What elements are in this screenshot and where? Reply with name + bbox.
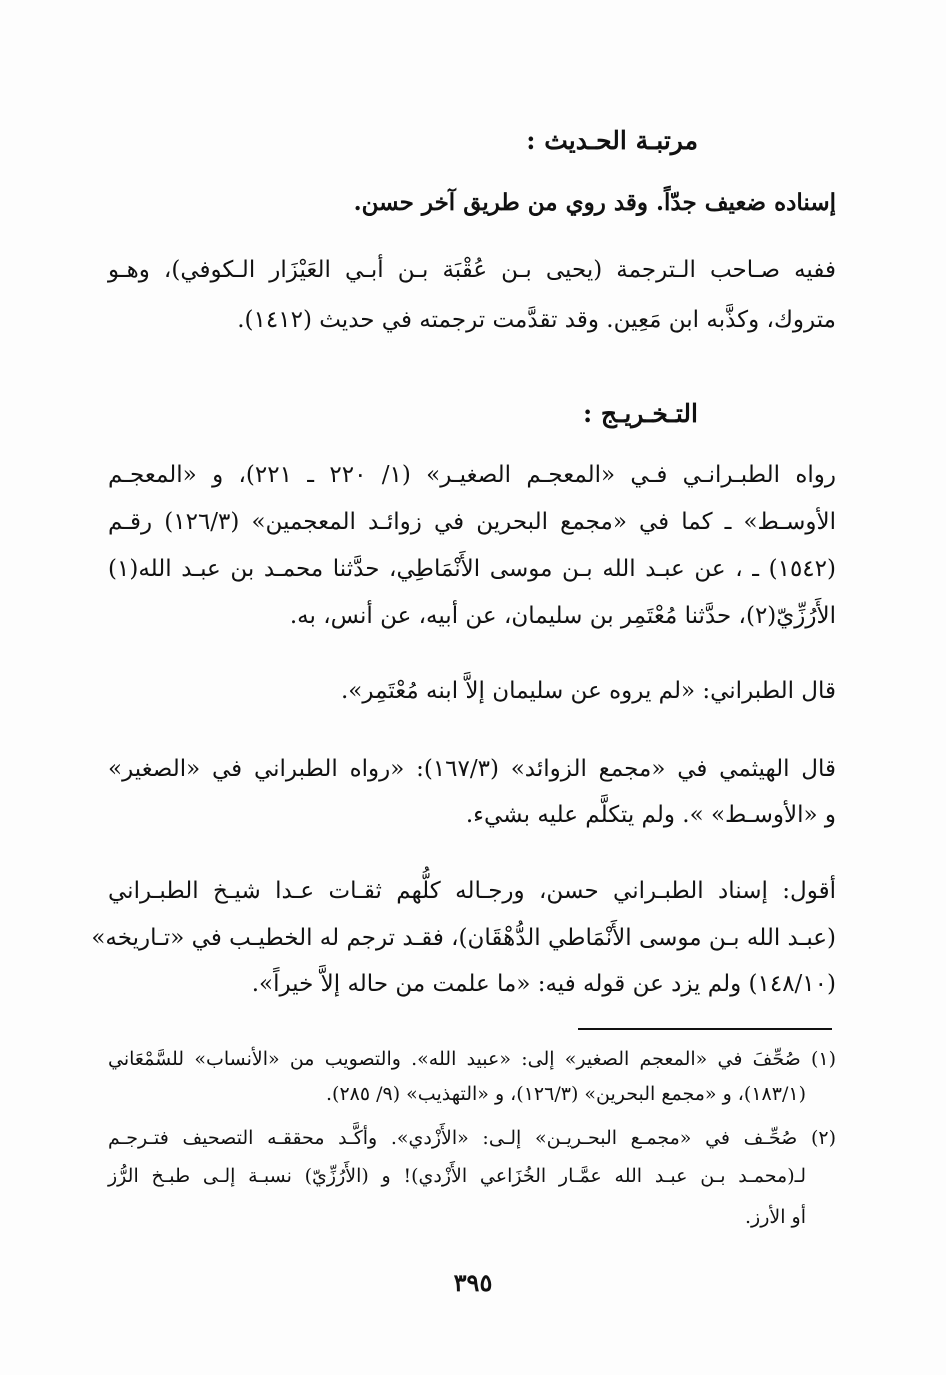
footnote-2-line-1: (٢) صُحِّـف في «مجمـع البحـريـن» إلـى: «الأَزْدي». وأكَّـد محققـه التصحيف فتـرجـم <box>108 1127 836 1149</box>
haythami-line-2: و «الأوسـط» ». ولم يتكلَّم عليه بشيء. <box>465 802 836 828</box>
footnote-1-line-1: (١) صُحِّفَ في «المعجم الصغير» إلى: «عبيد الله». والتصويب من «الأنساب» للسَّمْعَاني <box>108 1048 836 1070</box>
takhrij-heading: التـخـريـج : <box>582 399 698 428</box>
tabarani-quote: قال الطبراني: «لم يروه عن سليمان إلاَّ ابنه مُعْتَمِر». <box>341 678 836 704</box>
takhrij-line-1: رواه الطبـرانـي فـي «المعجـم الصغيـر» (١/ ٢٢٠ ـ ٢٢١)، و «المعجـم <box>108 462 836 488</box>
footnote-1-line-2: (١٨٣/١)، و «مجمع البحرين» (١٢٦/٣)، و «التهذيب» (٩/ ٢٨٥). <box>325 1083 806 1105</box>
footnote-separator <box>578 1028 832 1030</box>
takhrij-line-4: الأَرُزِّيّ(٢)، حدَّثنا مُعْتَمِر بن سليمان، عن أبيه، عن أنس، به. <box>289 603 836 629</box>
rank-statement: إسناده ضعيف جدّاً. وقد روي من طريق آخر حسن. <box>353 189 836 216</box>
author-line-1: أقول: إسناد الطبـراني حسن، ورجـاله كلُّهم ثقـات عـدا شيـخ الطبـراني <box>108 878 836 904</box>
author-line-3: (١٤٨/١٠) ولم يزد عن قوله فيه: «ما علمت من حاله إلاَّ خيراً». <box>251 971 836 997</box>
footnote-2-line-2: لـ(محمـد بـن عبـد الله عمَّـار الخُزَاعي الأَزْدي)! و (الأَرُزِّيّ) نسبـة إلـى طبـخ الرُّز <box>108 1165 806 1187</box>
author-line-2: (عبـد الله بـن موسى الأَنْمَاطي الدُّهْقَان)، فقـد ترجم له الخطيـب في «تـاريخه» <box>91 925 836 951</box>
page-number: ٣٩٥ <box>453 1268 493 1297</box>
rank-reason-line-1: ففيه صـاحب الـترجمة (يحيى بـن عُقْبَة بـن أبـي العَيْزَار الـكوفي)، وهـو <box>108 257 836 283</box>
takhrij-line-3: (١٥٤٢) ـ ، عن عبـد الله بـن موسى الأَنْمَاطِي، حدَّثنا محمـد بن عبـد الله(١) <box>108 556 836 582</box>
rank-heading: مرتبـة الحـديث : <box>526 126 698 155</box>
footnote-2-line-3: أو الأرز. <box>745 1206 806 1228</box>
haythami-line-1: قال الهيثمي في «مجمع الزوائد» (١٦٧/٣): «رواه الطبراني في «الصغير» <box>108 756 836 782</box>
rank-reason-line-2: متروك، وكذَّبه ابن مَعِين. وقد تقدَّمت ترجمته في حديث (١٤١٢). <box>237 307 836 333</box>
takhrij-line-2: الأوسـط» ـ كما في «مجمع البحرين في زوائـد المعجمين» (١٢٦/٣) رقـم <box>108 509 836 535</box>
